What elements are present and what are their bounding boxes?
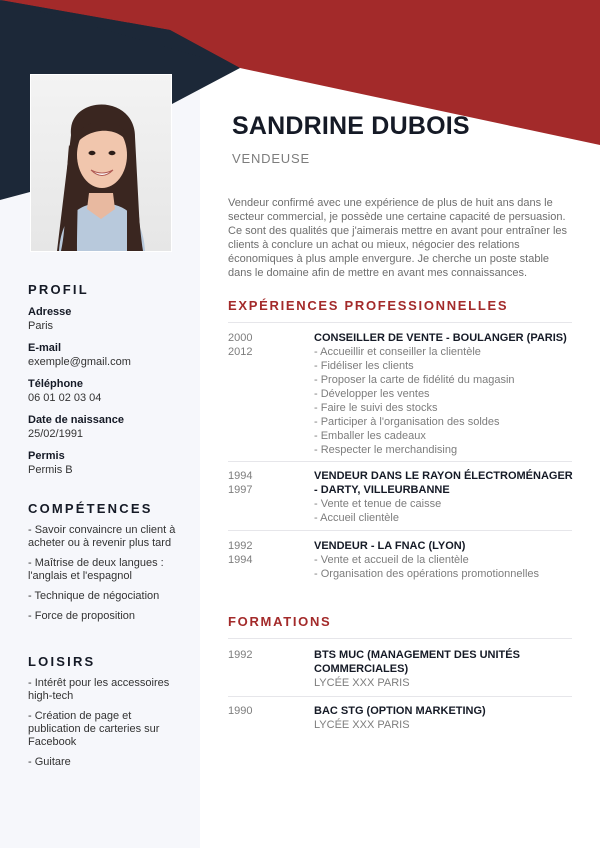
- experience-task: - Développer les ventes: [314, 388, 430, 400]
- experience-title: VENDEUR - LA FNAC (LYON): [314, 540, 466, 552]
- experience-start-year: 2000: [228, 332, 253, 344]
- experience-entry: [228, 331, 578, 457]
- experience-entry: [228, 469, 578, 525]
- experience-task: - Participer à l'organisation des soldes: [314, 416, 500, 428]
- loisir-item: - Création de page et publication de carteries sur Facebook: [28, 710, 160, 748]
- loisirs-title: LOISIRS: [28, 654, 96, 669]
- profil-value: 06 01 02 03 04: [28, 392, 102, 404]
- formation-title: BAC STG (OPTION MARKETING): [314, 705, 486, 717]
- competence-item: - Maîtrise de deux langues : l'anglais et l'espagnol: [28, 557, 164, 582]
- competence-item: - Savoir convaincre un client à acheter ou à revenir plus tard: [28, 524, 176, 549]
- experience-end-year: 1994: [228, 554, 253, 566]
- formation-entry: [228, 704, 578, 732]
- experience-start-year: 1992: [228, 540, 253, 552]
- experience-task: - Accueillir et conseiller la clientèle: [314, 346, 481, 358]
- formation-entry: [228, 648, 578, 690]
- profil-email: [28, 342, 178, 370]
- profil-title: PROFIL: [28, 282, 89, 297]
- experience-task: - Respecter le merchandising: [314, 444, 458, 456]
- portrait-image: [31, 75, 171, 251]
- profil-label: Adresse: [28, 306, 72, 318]
- experience-start-year: 1994: [228, 470, 253, 482]
- formations-title: FORMATIONS: [228, 614, 332, 629]
- profil-phone: [28, 378, 178, 406]
- competences-section: [28, 501, 178, 623]
- experience-title: VENDEUR DANS LE RAYON ÉLECTROMÉNAGER - DARTY, VILLEURBANNE: [314, 470, 573, 496]
- profile-photo: [30, 74, 172, 252]
- profil-label: Date de naissance: [28, 414, 124, 426]
- formation-year: 1990: [228, 705, 253, 717]
- candidate-name: SANDRINE DUBOIS: [232, 112, 470, 140]
- experience-task: - Vente et accueil de la clientèle: [314, 554, 469, 566]
- profil-label: Permis: [28, 450, 65, 462]
- profil-value: Permis B: [28, 464, 73, 476]
- profil-value: exemple@gmail.com: [28, 356, 131, 368]
- profil-birthdate: [28, 414, 178, 442]
- experience-task: - Accueil clientèle: [314, 512, 399, 524]
- profil-label: Téléphone: [28, 378, 84, 390]
- profil-address: [28, 306, 178, 334]
- experience-end-year: 1997: [228, 484, 253, 496]
- formation-title: BTS MUC (MANAGEMENT DES UNITÉS COMMERCIALES): [314, 649, 520, 675]
- experience-task: - Vente et tenue de caisse: [314, 498, 442, 510]
- job-title: VENDEUSE: [232, 151, 310, 166]
- profil-label: E-mail: [28, 342, 62, 354]
- loisir-item: - Guitare: [28, 756, 71, 768]
- formation-school: LYCÉE XXX PARIS: [314, 677, 410, 689]
- experiences-title: EXPÉRIENCES PROFESSIONNELLES: [228, 298, 509, 313]
- competence-item: - Technique de négociation: [28, 590, 160, 602]
- profil-value: 25/02/1991: [28, 428, 84, 440]
- profil-license: [28, 450, 178, 478]
- formation-school: LYCÉE XXX PARIS: [314, 719, 410, 731]
- section-divider: [228, 638, 572, 639]
- profil-section: [28, 282, 178, 478]
- section-divider: [228, 322, 572, 323]
- loisir-item: - Intérêt pour les accessoires high-tech: [28, 677, 170, 702]
- loisirs-section: [28, 654, 178, 769]
- formation-year: 1992: [228, 649, 253, 661]
- competences-title: COMPÉTENCES: [28, 501, 153, 516]
- experience-title: CONSEILLER DE VENTE - BOULANGER (PARIS): [314, 332, 567, 344]
- experience-entry: [228, 539, 578, 581]
- experience-end-year: 2012: [228, 346, 253, 358]
- experience-task: - Faire le suivi des stocks: [314, 402, 438, 414]
- profil-value: Paris: [28, 320, 54, 332]
- entry-divider: [228, 461, 572, 462]
- entry-divider: [228, 696, 572, 697]
- experience-task: - Proposer la carte de fidélité du magasin: [314, 374, 515, 386]
- entry-divider: [228, 530, 572, 531]
- experience-task: - Organisation des opérations promotionnelles: [314, 568, 540, 580]
- experience-task: - Emballer les cadeaux: [314, 430, 426, 442]
- experience-task: - Fidéliser les clients: [314, 360, 414, 372]
- summary-paragraph: Vendeur confirmé avec une expérience de plus de huit ans dans le secteur commercial, je possède une certaine capacité de persuasion. Ce sont des qualités que j'aimerais mettre en avant pour entraîner les clients à conclure un achat ou mieux, négocier des relations économiques à plus ample envergure. Je cherche un poste stable dans le domaine afin de mettre en avant mes connaissances.: [228, 197, 568, 279]
- competence-item: - Force de proposition: [28, 610, 135, 622]
